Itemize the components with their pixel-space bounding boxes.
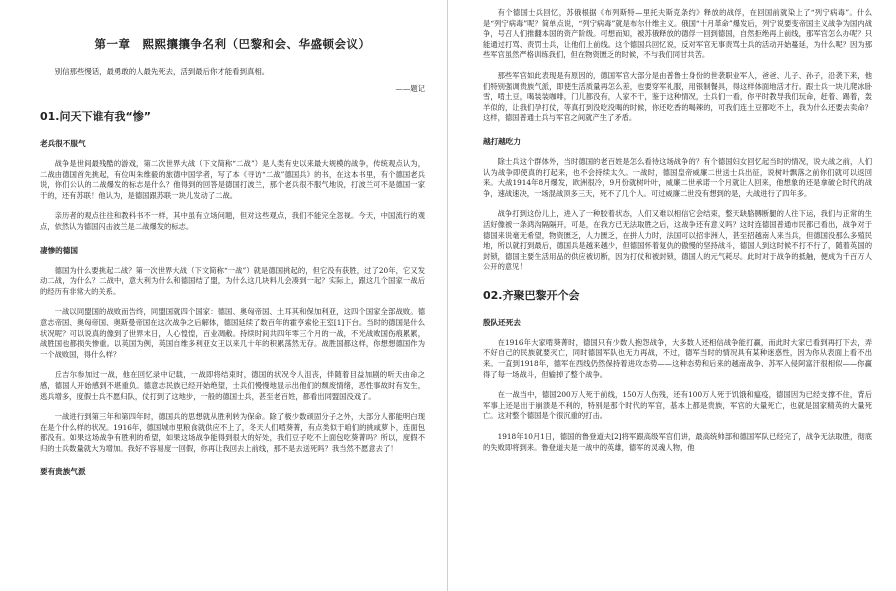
paragraph: 在1916年大家啃葵菁时，德国只有少数人抱怨战争，大多数人还相信战争能打赢，而此时大家已看到再打下去，弄不好自己的民族就要灭亡，同时德国军队也无力再战，不过，德军当时的情况具有某种迷惑性，因为你从表面上看不出来。一直到1918年，德军在西线仍然保持着进攻态势——这种态势和后来的越南战争、苏军入侵阿富汗很相似——你赢得了每一场战斗，但输掉了整个战争。: [483, 337, 872, 379]
page-gutter: [447, 0, 448, 591]
subheading: 凄惨的德国: [40, 245, 78, 255]
subheading: 越打越吃力: [483, 136, 521, 146]
paragraph: 战争打到这份儿上，进入了一种胶着状态，人们又难以相信它会结束，整天缺胳膊断腿的人往下运，我们与正常的生活好像被一条鸿沟隔隔开，可是，在我方已无法取胜之后，这战争还有意义吗？这时连德国普通市民都已看出，战争对于德国来说毫无希望，物资匮乏，人力匮乏，在拼人力时，法国可以招非洲人，甚至招越南人来当兵，但德国没那么多殖民地，所以就打到最后，德国兵是越来越少，但德国怀着复仇的傲慢的坚持战斗，德国人到这时候不打不行了，随着英国的封锁，德国主要生活用品的供应被切断，因为打仗和被封锁，德国人的元气耗尽。此时对于战争的抵触，便成为千百万人公开的意见！: [483, 209, 872, 272]
paragraph: 亲历者的观点往往和教科书不一样，其中虽有立场问题，但对这些观点，我们不能完全忽视。今天，中国流行的观点，依然认为德国闪击波兰是二战爆发的标志。: [40, 211, 425, 231]
left-page: [0, 0, 447, 591]
subheading: 老兵很不服气: [40, 139, 86, 148]
paragraph: 战争是世间最残酷的游戏，第二次世界大战（下文简称“二战”）是人类有史以来最大规模的战争，传统观点认为，二战由德国首先挑起，有位叫朱维毅的旅德中国学者，写了本《寻访“二战”德国兵》的书，在这本书里，有个德国老兵说，你们公认的二战爆发的标志是什么？他得到的回答是德国打波兰，那个老兵很不服气地说，打波兰可不是德国一家干的，还有苏联！他认为，是德国跟苏联一块儿发动了二战。: [40, 159, 425, 200]
paragraph: 那些军官如此表现是有原因的，德国军官大部分是由普鲁士身份的世袭职业军人，爸爸、儿子、孙子，沿袭下来，他们特别强调贵族气派，即使生活质量再怎么差，也要穿军礼服，用银制餐具，得这样体面地活才行。跟士兵一块儿爬冰卧雪，啃土豆，喝装装咖啡，门儿都没有，人家不干，鉴于这种情况，士兵们一看，你平时教导我们玩命，赶着、踢着，轰羊似的，让我们孕打仗，等真打到没吃没喝的时候，你还吃香的喝辣的，可我们连土豆都吃不上，我为什么还要去卖命？这样，德国普通士兵与军官之间就产生了矛盾。: [483, 70, 872, 123]
epigraph-attribution: ——题记: [395, 84, 425, 93]
paragraph: 有个德国士兵回忆，苏俄根据《布列斯特—里托夫斯克条约》释放的战俘，在回国前就染上了“列宁病毒”。什么是“列宁病毒”呢？简单点说，“列宁病毒”就是布尔什维主义。俄国“十月革命”爆发后，列宁说要变帝国主义战争为国内战争，号召人们推翻本国的资产阶级。可想而知，被苏俄释放的德俘一回到德国，自然拒绝再上前线，那军官怎么办呢？只能通过打骂、责罚士兵，让他们上前线。这个德国兵回忆说，反对军官无事责骂士兵的活动开始蔓延，为什么呢？因为那些军官虽然严格训练我们，但在物资匮乏的时候，不与我们同甘共苦。: [483, 8, 872, 60]
paragraph: 丘吉尔参加过一战，他在回忆录中记载，一战即将结束时，德国的状况令人沮丧，伴随着目益加剧的听天由命之感，德国人开始感到不堪重负。德意志民族已经开始绝望，士兵们慢慢地显示出他们的颓废情绪，恶性事故时有发生，逃兵增多，度假士兵不愿归队，仗打到了这地步，一般的德国士兵，甚至老百姓，都看出同盟国没戏了。: [40, 370, 425, 401]
chapter-title: 第一章 熙熙攘攘争名利（巴黎和会、华盛顿会议）: [94, 37, 371, 51]
right-page: [449, 0, 896, 591]
paragraph: 一战以同盟国的战败而告终，同盟国就四个国家：德国、奥匈帝国、土耳其和保加利亚，这四个国家全部战败。德意志帝国、奥匈帝国、奥斯曼帝国在这次战争之后解体，德国延续了数百年的霍亨索伦王室[1]下台。当时的德国是什么状况呢？可以说真的像到了世界末日，人心惶惶，百业凋敝。持续时间共四年零三个月的一战，不光战败国伤痕累累，战胜国也都损失惨重。以英国为例，英国自维多利亚女王以来几十年的积累荡然无存。战胜国都这样，你想想德国作为一个战败国，得什么样？: [40, 307, 425, 359]
section-title: 02.齐聚巴黎开个会: [483, 288, 580, 302]
epigraph: 别信那些慢话，最勇敢的人最先死去，活到最后你才能看到真相。: [54, 67, 270, 76]
paragraph: 在一战当中，德国200万人死于前线，150万人伤残，还有100万人死于饥饿和瘟疫，德国因为已经支撑不住，背后军事上还是出于崩溃是不利的，特别是那个时代的军官，基本上都是贵族，军官的大量死亡，也就是国家精英的大量死亡。这对整个德国是个很沉重的打击。: [483, 390, 872, 421]
paragraph: 除士兵这个群体外，当时德国的老百姓是怎么看待这场战争的？有个德国妇女回忆起当时的情况，说大战之前，人们认为战争即使真的打起来，也不会持续太久。一战时，德国皇帝威廉二世送士兵出征，说树叶飘落之前你们就可以返回来。大战1914年8月爆发，欧洲很冷，9月份就树叶叶，威廉二世承诺一个月就让人回来，他想象的还是拿破仑时代的战争，速战速决，一场混战顶多三天，死不了几个人。可过威廉二世没有想到的是，大战进行了四年多。: [483, 156, 872, 198]
paragraph: 1918年10月1日，德国的鲁登道夫[2]将军跟高级军官们讲，最高统帅部和德国军队已经完了，战争无法取胜，彻底的失败即将到来。鲁登道夫是一战中的英雄，德军的灵魂人物，他: [483, 432, 872, 452]
subheading: 殷队还死去: [483, 317, 521, 327]
subheading: 要有贵族气派: [40, 467, 86, 477]
paragraph: 一战进行到第三年和第四年时，德国兵的思想就从胜利转为保命。除了极少数顽固分子之外，大部分人都能明白现在是个什么样的状况。1916年，德国城市里粮食就供应不上了，冬天人们啃葵菁，有点类似于咱们的挑咸萝卜，连面包都没有。如果这场战争有胜利的希望，如果这场战争能得到很大的好处，我们豆子吃不上面包吃葵菁吗？所以，度假不归的士兵数量就大为增加。我好不容易度一回假，你再让我回去上前线，那不是去送死吗？我当然不愿意去了！: [40, 412, 425, 453]
section-title: 01.问天下谁有我“惨”: [40, 110, 151, 123]
paragraph: 德国为什么要挑起二战？第一次世界大战（下文简称“一战”）就是德国挑起的，但它没有获胜，过了20年，它又发动二战，为什么？二战中，意大利为什么和德国结了盟，为什么这几块料儿会凑到一起？实际上，跟这几个国家一战后的经历有非常大的关系。: [40, 265, 425, 296]
